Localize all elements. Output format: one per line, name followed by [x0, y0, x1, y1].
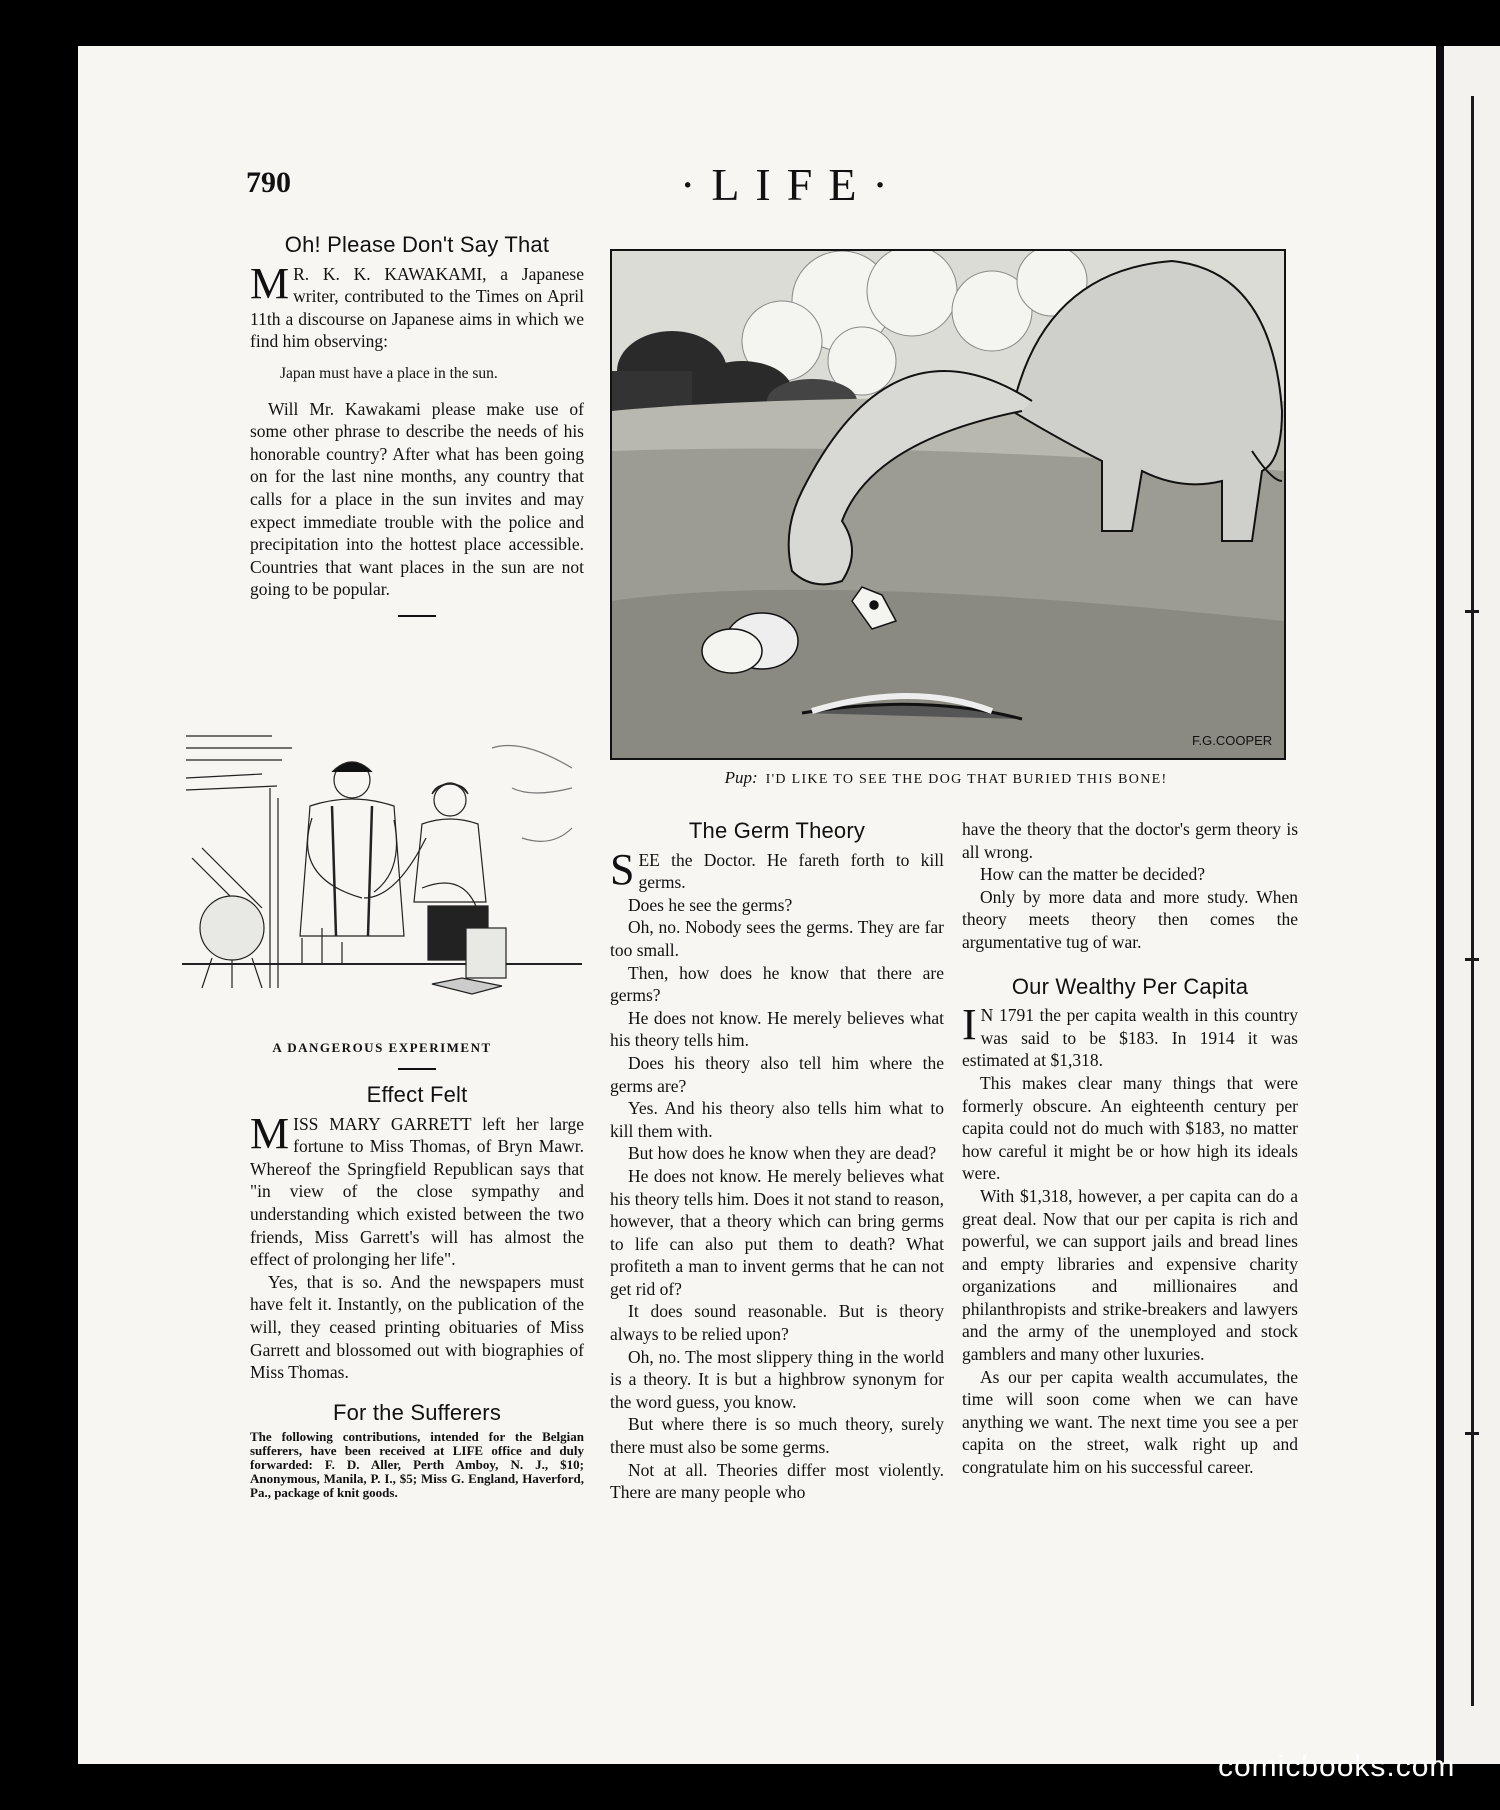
article-title: For the Sufferers	[332, 1399, 502, 1425]
article-paragraph: Does he see the germs?	[628, 894, 793, 915]
article-germ-theory	[610, 820, 944, 1504]
article-paragraph	[962, 1000, 1298, 1072]
article-paragraph: Not at all. Theories differ most violently. There are many people who	[610, 1459, 944, 1503]
article-title: Oh! Please Don't Say That	[284, 232, 550, 257]
article-paragraph: The following contributions, intended for the Belgian sufferers, have been received at LIFE office and duly forwarded: F. D. Aller, Perth Amboy, N. J., $10; Anonymous, Manila, P. I., $5; Miss G. England, Haverford, Pa., package of knit goods.	[250, 1429, 584, 1501]
article-paragraph: Yes. And his theory also tells him what to kill them with.	[610, 1098, 944, 1141]
article-paragraph: He does not know. He merely believes what his theory tells him.	[610, 1007, 944, 1051]
article-germ-theory-continued	[962, 818, 1298, 1479]
article-paragraph: How can the matter be decided?	[980, 864, 1205, 885]
article-paragraph: Will Mr. Kawakami please make use of some other phrase to describe the needs of his honorable country? After what has been going on for the last nine months, any country that calls for a place in the sun invites and may expect immediate trouble with the police and precipitation into the hottest place accessible. Countries that want places in the sun are not going to be popular.	[250, 398, 584, 600]
drop-cap: M	[250, 1108, 290, 1158]
paragraph-text: EE the Doctor. He fareth forth to kill germs.	[638, 849, 944, 893]
paragraph-text: R. K. K. KAWAKAMI, a Japanese writer, contributed to the Times on April 11th a discourse on Japanese aims in which we find him observing:	[250, 263, 584, 352]
caption-text: I'D LIKE TO SEE THE DOG THAT BURIED THIS BONE!	[765, 772, 1168, 787]
article-paragraph: Yes, that is so. And the newspapers must have felt it. Instantly, on the publication of the will, they ceased printing obituaries of Miss Garrett and blossomed out with biographies of Miss Thomas.	[250, 1271, 584, 1383]
article-paragraph	[250, 258, 584, 353]
article-paragraph: He does not know. He merely believes what his theory tells him. Does it not stand to reason, however, that a theory which can bring germs to life can also put them to death? What profiteth a man to invent germs that he can not get rid of?	[610, 1165, 944, 1299]
illustration-dinosaur-bone	[610, 249, 1286, 760]
article-paragraph: Only by more data and more study. When theory meets theory then comes the argumentative tug of war.	[962, 886, 1298, 952]
section-rule	[398, 1068, 436, 1070]
masthead: ·LIFE·	[680, 159, 904, 210]
article-title: The Germ Theory	[688, 818, 866, 843]
facing-page-tick	[1465, 1432, 1479, 1435]
article-paragraph: Then, how does he know that there are germs?	[610, 962, 944, 1006]
article-effect-felt	[250, 1068, 584, 1500]
site-watermark: comicbooks.com	[1218, 1750, 1456, 1783]
illustration-caption	[610, 768, 1282, 788]
article-paragraph: This makes clear many things that were formerly obscure. An eighteenth century per capita could not do much with $183, no matter how careful it might be or how high its ideals were.	[962, 1072, 1298, 1184]
article-paragraph: But how does he know when they are dead?	[628, 1143, 937, 1164]
article-paragraph: But where there is so much theory, surely there must also be some germs.	[610, 1414, 944, 1458]
paragraph-text: ISS MARY GARRETT left her large fortune to Miss Thomas, of Bryn Mawr. Whereof the Springfield Republican says that "in view of the close sympathy and understanding which existed between the two friends, Miss Garrett's will has almost the effect of prolonging her life".	[250, 1113, 584, 1270]
block-quote: Japan must have a place in the sun.	[280, 364, 498, 382]
facing-page-tick	[1465, 610, 1479, 613]
drop-cap: S	[610, 844, 635, 894]
facing-page-rule	[1471, 96, 1474, 1706]
drop-cap: I	[962, 1000, 977, 1050]
article-paragraph: With $1,318, however, a per capita can do a great deal. Now that our per capita is rich and powerful, we can support jails and bread lines and empty libraries and expensive charity organizations and millionaires and philanthropists and strike-breakers and lawyers and the army of the unemployed and stock gamblers and many other luxuries.	[962, 1185, 1298, 1365]
article-paragraph: It does sound reasonable. But is theory always to be relied upon?	[610, 1301, 944, 1345]
article-paragraph: Oh, no. The most slippery thing in the world is a theory. It is but a highbrow synonym for the word guess, you know.	[610, 1346, 944, 1412]
article-paragraph: Oh, no. Nobody sees the germs. They are far too small.	[610, 917, 944, 960]
artist-signature: F.G.COOPER	[1192, 733, 1273, 748]
article-paragraph	[250, 1108, 584, 1271]
illustration-caption: A DANGEROUS EXPERIMENT	[272, 1040, 492, 1055]
drop-cap: M	[250, 258, 290, 308]
article-title: Effect Felt	[366, 1082, 468, 1107]
section-rule	[398, 615, 436, 617]
facing-page-tick	[1465, 958, 1479, 961]
article-paragraph: As our per capita wealth accumulates, the time will soon come when we can have anything we want. The next time you see a per capita on the street, walk right up and congratulate him on his successful career.	[962, 1366, 1298, 1478]
page-spine	[1436, 46, 1444, 1764]
article-oh-please	[250, 234, 584, 631]
article-paragraph	[610, 844, 944, 894]
article-paragraph: have the theory that the doctor's germ theory is all wrong.	[962, 819, 1298, 862]
paragraph-text: N 1791 the per capita wealth in this country was said to be $183. In 1914 it was estimated at $1,318.	[962, 1005, 1298, 1071]
caption-speaker: Pup:	[724, 768, 758, 787]
article-paragraph: Does his theory also tell him where the germs are?	[610, 1052, 944, 1096]
article-title: Our Wealthy Per Capita	[1011, 973, 1249, 999]
illustration-dangerous-experiment	[182, 728, 582, 1028]
page-number: 790	[246, 166, 291, 199]
